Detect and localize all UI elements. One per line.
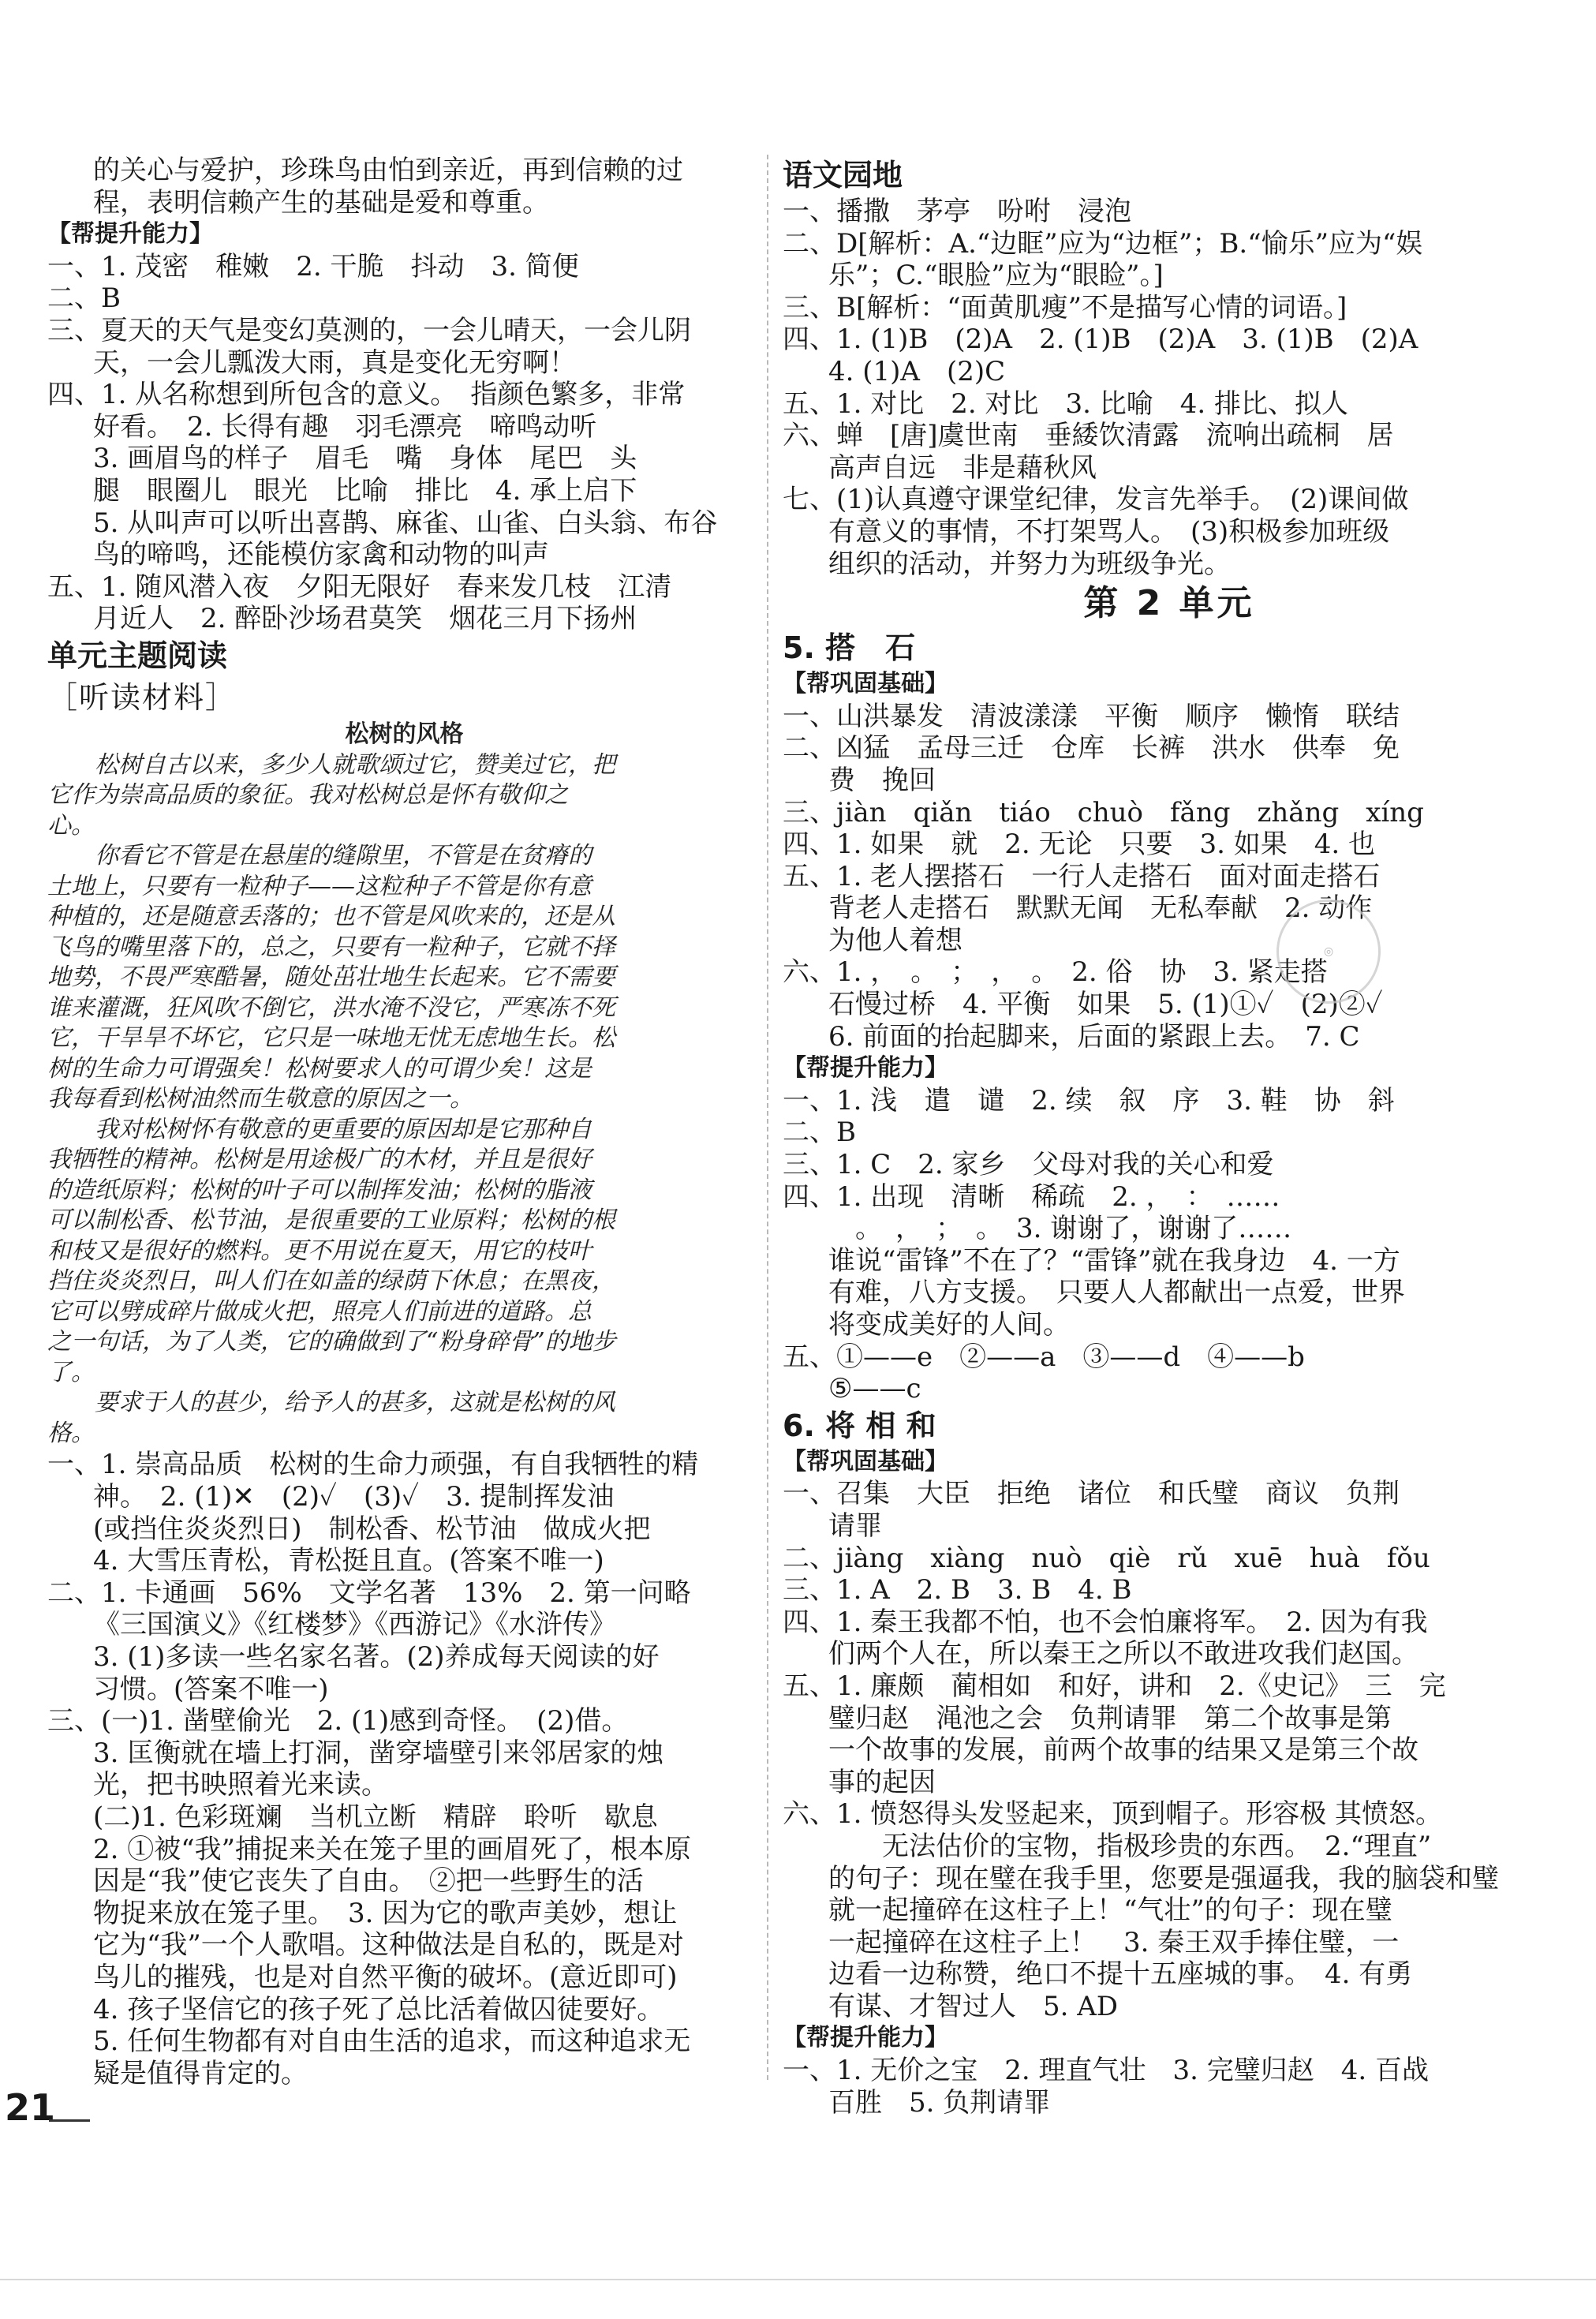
answer-line: 四、1. 出现 清晰 稀疏 2. ， ： …… [783, 1180, 1280, 1213]
answer-line: ⑤——c [828, 1373, 921, 1405]
passage-line: 和枝又是很好的燃料。更不用说在夏天，用它的枝叶 [47, 1236, 592, 1265]
passage-line: 地势，不畏严寒酷暑，随处茁壮地生长起来。它不需要 [47, 963, 615, 992]
answer-line: 五、1. 对比 2. 对比 3. 比喻 4. 排比、拟人 [783, 387, 1348, 420]
answer-line: 的关心与爱护，珍珠鸟由怕到亲近，再到信赖的过 [93, 155, 683, 186]
answer-line: 因是“我”使它丧失了自由。 ②把一些野生的活 [93, 1865, 644, 1898]
answer-line: 请罪 [828, 1509, 882, 1542]
section-heading: 语文园地 [783, 158, 903, 193]
passage-line: 种植的，还是随意丢落的；也不管是风吹来的，还是从 [47, 903, 615, 931]
answer-line: 五、1. 随风潜入夜 夕阳无限好 春来发几枝 江清 [47, 570, 672, 603]
answer-line: 习惯。(答案不唯一) [93, 1673, 329, 1705]
unit-heading: 第 2 单元 [1083, 583, 1255, 624]
answer-line: 无法估价的宝物，指极珍贵的东西。 2.“理直” [828, 1830, 1432, 1862]
answer-line: 鸟的啼鸣，还能模仿家禽和动物的叫声 [93, 539, 549, 571]
answer-line: 五、1. 老人摆搭石 一行人走搭石 面对面走搭石 [783, 860, 1381, 892]
subsection-tag: 【帮提升能力】 [783, 1054, 948, 1083]
answer-line: 三、B[解析：“面黄肌瘦”不是描写心情的词语。] [783, 291, 1347, 324]
answer-line: 程，表明信赖产生的基础是爱和尊重。 [93, 186, 549, 219]
page-number-rule [49, 2119, 90, 2122]
answer-line: 一、1. 无价之宝 2. 理直气壮 3. 完璧归赵 4. 百战 [783, 2055, 1429, 2087]
passage-line: 我牺牲的精神。松树是用途极广的木材，并且是很好 [47, 1146, 592, 1174]
answer-line: 4. 大雪压青松，青松挺且直。(答案不唯一) [93, 1545, 604, 1577]
answer-line: 物捉来放在笼子里。 3. 因为它的歌声美妙，想让 [93, 1897, 678, 1929]
passage-line: 它可以劈成碎片做成火把，照亮人们前进的道路。总 [47, 1297, 592, 1326]
passage-title: 松树的风格 [345, 720, 464, 748]
subsection-tag: 【帮提升能力】 [783, 2024, 948, 2052]
answer-line: 的句子：现在璧在我手里，您要是强逼我，我的脑袋和璧 [828, 1862, 1499, 1894]
answer-line: 二、凶猛 孟母三迁 仓库 长裤 洪水 供奉 免 [783, 732, 1400, 765]
answer-line: 二、jiàng xiàng nuò qiè rǔ xuē huà fǒu [783, 1542, 1430, 1574]
subsection-tag: 【帮提升能力】 [47, 220, 213, 249]
answer-line: 费 挽回 [828, 764, 936, 796]
passage-line: 之一句话，为了人类，它的确做到了“粉身碎骨”的地步 [47, 1328, 616, 1356]
answer-line: 三、jiàn qiǎn tiáo chuò fǎng zhǎng xíng [783, 796, 1424, 828]
passage-line: 心。 [47, 811, 95, 840]
answer-line: 璧归赵 渑池之会 负荆请罪 第二个故事是第 [828, 1702, 1392, 1734]
section-heading: 单元主题阅读 [47, 638, 228, 673]
answer-line: 三、1. A 2. B 3. B 4. B [783, 1574, 1132, 1606]
answer-line: 一个故事的发展，前两个故事的结果又是第三个故 [828, 1734, 1418, 1767]
answer-line: 一、山洪暴发 清波漾漾 平衡 顺序 懒惰 联结 [783, 700, 1400, 732]
answer-line: 光，把书映照着光来读。 [93, 1769, 388, 1801]
answer-line: 四、1. 秦王我都不怕，也不会怕廉将军。 2. 因为有我 [783, 1606, 1428, 1638]
answer-line: 六、蝉 [唐]虞世南 垂緌饮清露 流响出疏桐 居 [783, 420, 1394, 452]
answer-line: 二、D[解析：A.“边眶”应为“边框”；B.“愉乐”应为“娱 [783, 227, 1423, 260]
answer-line: 百胜 5. 负荆请罪 [828, 2086, 1051, 2119]
answer-line: 二、B [783, 1116, 856, 1149]
passage-line: 了。 [47, 1358, 95, 1386]
section-heading: 6. 将 相 和 [783, 1408, 936, 1443]
passage-line: 它，干旱旱不坏它，它只是一味地无忧无虑地生长。松 [47, 1024, 615, 1053]
answer-line: 6. 前面的抬起脚来，后面的紧跟上去。 7. C [828, 1020, 1360, 1053]
answer-line: 高声自远 非是藉秋风 [828, 451, 1097, 484]
answer-line: 一、播撒 茅亭 吩咐 浸泡 [783, 196, 1131, 227]
answer-line: 有意义的事情，不打架骂人。 (3)积极参加班级 [828, 515, 1390, 548]
answer-line: 二、B [47, 282, 121, 315]
answer-line: 3. 匡衡就在墙上打洞，凿穿墙壁引来邻居家的烛 [93, 1737, 664, 1769]
answer-line: 一、1. 浅 遣 谴 2. 续 叙 序 3. 鞋 协 斜 [783, 1084, 1395, 1116]
answer-line: 《三国演义》《红楼梦》《西游记》《水浒传》 [93, 1609, 616, 1641]
answer-line: 一、1. 崇高品质 松树的生命力顽强，有自我牺牲的精 [47, 1449, 699, 1481]
answer-line: 背老人走搭石 默默无闻 无私奉献 2. 动作 [828, 892, 1373, 925]
answer-line: 鸟儿的摧残，也是对自然平衡的破坏。(意近即可) [93, 1961, 678, 1993]
passage-line: 格。 [47, 1419, 95, 1447]
bottom-rule [0, 2279, 1596, 2280]
answer-line: 有谋、才智过人 5. AD [828, 1990, 1119, 2022]
left-column [47, 155, 761, 2089]
answer-line: 为他人着想 [828, 924, 962, 956]
passage-line: 它作为崇高品质的象征。我对松树总是怀有敬仰之 [47, 781, 568, 810]
answer-line: 二、1. 卡通画 56% 文学名著 13% 2. 第一问略 [47, 1577, 691, 1609]
passage-line: 的造纸原料；松树的叶子可以制挥发油；松树的脂液 [47, 1176, 592, 1204]
answer-line: 将变成美好的人间。 [828, 1309, 1070, 1341]
answer-line: 一、1. 茂密 稚嫩 2. 干脆 抖动 3. 简便 [47, 250, 579, 282]
answer-line: 七、(1)认真遵守课堂纪律，发言先举手。 (2)课间做 [783, 484, 1409, 516]
answer-line: 乐”；C.“眼脸”应为“眼睑”。] [828, 260, 1164, 292]
answer-line: 四、1. 如果 就 2. 无论 只要 3. 如果 4. 也 [783, 828, 1375, 861]
passage-line: 挡住炎炎烈日，叫人们在如盖的绿荫下休息；在黑夜， [47, 1267, 615, 1296]
answer-line: 天，一会儿瓢泼大雨，真是变化无穷啊！ [93, 346, 576, 379]
answer-line: 3. 画眉鸟的样子 眉毛 嘴 身体 尾巴 头 [93, 443, 637, 475]
answer-line: 5. 从叫声可以听出喜鹊、麻雀、山雀、白头翁、布谷 [93, 507, 718, 539]
answer-line: 神。 2. (1)✕ (2)✓ (3)✓ 3. 提制挥发油 [93, 1481, 615, 1513]
watermark-stamp: ◎ [1263, 886, 1394, 1017]
answer-line: 五、①——e ②——a ③——d ④——b [783, 1341, 1305, 1373]
answer-line: (或挡住炎炎烈日) 制松香、松节油 做成火把 [93, 1513, 651, 1545]
answer-line: 三、夏天的天气是变幻莫测的，一会儿晴天，一会儿阴 [47, 314, 691, 346]
page-number: 21 [5, 2086, 56, 2129]
answer-line: 4. 孩子坚信它的孩子死了总比活着做囚徒要好。 [93, 1993, 664, 2025]
answer-line: 三、1. C 2. 家乡 父母对我的关心和爱 [783, 1149, 1274, 1181]
answer-line: 边看一边称赞，绝口不提十五座城的事。 4. 有勇 [828, 1958, 1413, 1991]
answer-line: 3. (1)多读一些名家名著。(2)养成每天阅读的好 [93, 1640, 660, 1673]
answer-line: 四、1. 从名称想到所包含的意义。 指颜色繁多，非常 [47, 379, 686, 411]
passage-line: 要求于人的甚少，给予人的甚多，这就是松树的风 [47, 1389, 615, 1417]
answer-line: 六、1. ， 。 ； ， 。 2. 俗 协 3. 紧走搭 [783, 956, 1328, 989]
answer-line: 它为“我”一个人歌唱。这种做法是自私的，既是对 [93, 1929, 684, 1962]
material-label: ［听读材料］ [47, 679, 237, 715]
answer-line: 一、召集 大臣 拒绝 诸位 和氏璧 商议 负荆 [783, 1478, 1400, 1510]
answer-line: 疑是值得肯定的。 [93, 2057, 308, 2089]
answer-line: 们两个人在，所以秦王之所以不敢进攻我们赵国。 [828, 1638, 1418, 1670]
right-column [783, 155, 1556, 2119]
answer-line: 腿 眼圈儿 眼光 比喻 排比 4. 承上启下 [93, 474, 637, 507]
answer-line: 石慢过桥 4. 平衡 如果 5. (1)①✓ (2)②✓ [828, 989, 1383, 1021]
answer-line: 。 ， ； 。 3. 谢谢了，谢谢了…… [855, 1213, 1292, 1245]
section-heading: 5. 搭 石 [783, 630, 916, 666]
passage-line: 谁来灌溉，狂风吹不倒它，洪水淹不没它，严寒冻不死 [47, 993, 615, 1022]
answer-line: 好看。 2. 长得有趣 羽毛漂亮 啼鸣动听 [93, 410, 597, 443]
answer-line: 就一起撞碎在这柱子上！“气壮”的句子：现在璧 [828, 1894, 1392, 1927]
passage-line: 我对松树怀有敬意的更重要的原因却是它那种自 [47, 1115, 592, 1143]
passage-line: 树的生命力可谓强矣！松树要求人的可谓少矣！这是 [47, 1054, 592, 1083]
passage-line: 你看它不管是在悬崖的缝隙里，不管是在贫瘠的 [47, 842, 592, 870]
answer-line: 月近人 2. 醉卧沙场君莫笑 烟花三月下扬州 [93, 603, 637, 635]
passage-line: 飞鸟的嘴里落下的，总之，只要有一粒种子，它就不择 [47, 933, 615, 961]
answer-line: 组织的活动，并努力为班级争光。 [828, 548, 1231, 580]
answer-line: 六、1. 愤怒得头发竖起来，顶到帽子。形容极 其愤怒。 [783, 1798, 1443, 1831]
answer-line: 五、1. 廉颇 蔺相如 和好，讲和 2.《史记》 三 完 [783, 1670, 1446, 1702]
passage-line: 我每看到松树油然而生敬意的原因之一。 [47, 1085, 473, 1113]
passage-line: 松树自古以来，多少人就歌颂过它，赞美过它，把 [47, 750, 615, 779]
subsection-tag: 【帮巩固基础】 [783, 1447, 948, 1476]
answer-line: 4. (1)A (2)C [828, 355, 1006, 387]
answer-line: 事的起因 [828, 1766, 936, 1798]
answer-line: 有难，八方支援。 只要人人都献出一点爱，世界 [828, 1277, 1405, 1309]
column-divider [767, 155, 768, 2080]
passage-line: 可以制松香、松节油，是很重要的工业原料；松树的根 [47, 1206, 615, 1235]
subsection-tag: 【帮巩固基础】 [783, 670, 948, 698]
answer-line: 5. 任何生物都有对自由生活的追求，而这种追求无 [93, 2025, 691, 2058]
answer-line: 谁说“雷锋”不在了？“雷锋”就在我身边 4. 一方 [828, 1244, 1400, 1277]
answer-line: 四、1. (1)B (2)A 2. (1)B (2)A 3. (1)B (2)A [783, 324, 1418, 356]
answer-line: 2. ①被“我”捕捉来关在笼子里的画眉死了，根本原 [93, 1833, 692, 1865]
answer-line: 一起撞碎在这柱子上！ 3. 秦王双手捧住璧，一 [828, 1926, 1400, 1958]
answer-line: (二)1. 色彩斑斓 当机立断 精辟 聆听 歇息 [93, 1801, 658, 1833]
answer-line: 三、(一)1. 凿壁偷光 2. (1)感到奇怪。 (2)借。 [47, 1705, 629, 1737]
passage-line: 土地上，只要有一粒种子——这粒种子不管是你有意 [47, 872, 592, 900]
